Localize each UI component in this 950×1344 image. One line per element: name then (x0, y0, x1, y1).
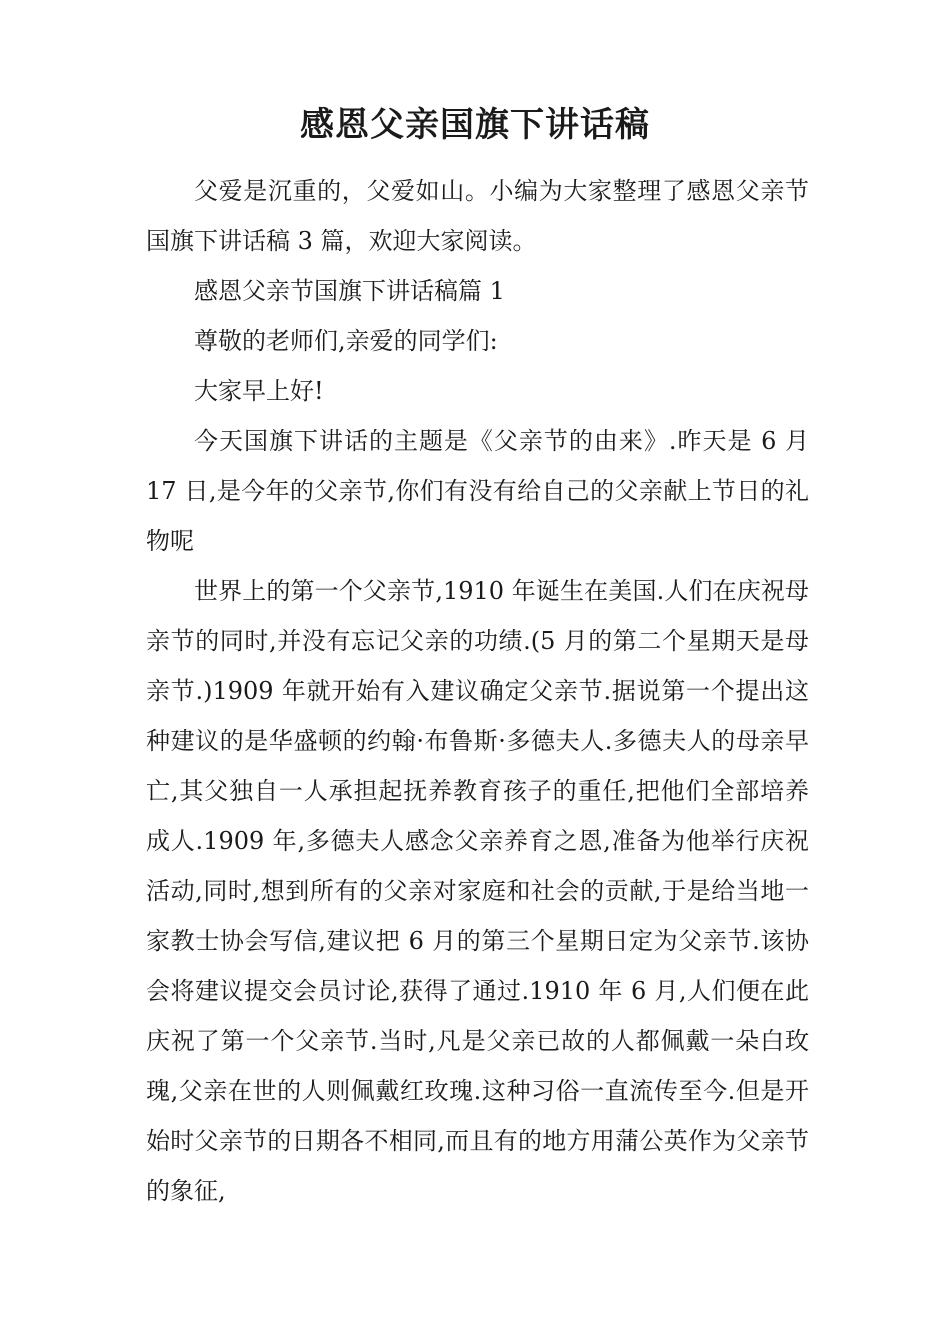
salutation: 尊敬的老师们,亲爱的同学们: (194, 327, 498, 355)
history-paragraph: 世界上的第一个父亲节,1910 年诞生在美国.人们在庆祝母亲节的同时,并没有忘记父亲的功绩.(5 月的第二个星期天是母亲节.)1909 年就开始有入建议确定父亲节.据说第一个提出这种建议的是华盛顿的约翰·布鲁斯·多德夫人.多德夫人的母亲早亡,其父独自一人承担起抚养教育孩子的重任,把他们全部培养成人.1909 年,多德夫人感念父亲养育之恩,准备为他举行庆祝活动,同时,想到所有的父亲对家庭和社会的贡献,于是给当地一家教士协会写信,建议把 6 月的第三个星期日定为父亲节.该协会将建议提交会员讨论,获得了通过.1910 年 6 月,人们便在此庆祝了第一个父亲节.当时,凡是父亲已故的人都佩戴一朵白玫瑰,父亲在世的人则佩戴红玫瑰.这种习俗一直流传至今.但是开始时父亲节的日期各不相同,而且有的地方用蒲公英作为父亲节的象征, (146, 577, 809, 1205)
intro-paragraph: 父爱是沉重的，父爱如山。小编为大家整理了感恩父亲节国旗下讲话稿 3 篇，欢迎大家阅读。 (146, 177, 809, 255)
section-heading: 感恩父亲节国旗下讲话稿篇 1 (194, 277, 505, 305)
document-body (146, 166, 809, 1216)
greeting: 大家早上好! (194, 377, 324, 405)
document-title: 感恩父亲国旗下讲话稿 (300, 105, 650, 145)
topic-paragraph: 今天国旗下讲话的主题是《父亲节的由来》.昨天是 6 月 17 日,是今年的父亲节,你们有没有给自己的父亲献上节日的礼物呢 (146, 427, 809, 555)
